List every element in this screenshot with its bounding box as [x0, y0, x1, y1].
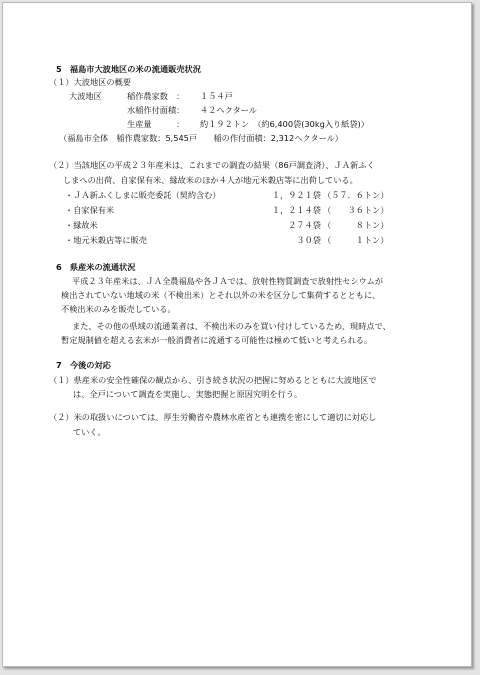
- section-6-para1-line3: 不検出米のみを販売している。: [61, 304, 176, 314]
- planted-value: ４２ヘクタール: [200, 105, 257, 115]
- section-6-para2-line1: また、その他の県域の流通業者は、不検出米のみを買い付けしているため、現時点で、: [72, 321, 391, 331]
- list-item-bags: １，２１４袋: [271, 205, 321, 215]
- area-label: 大波地区: [69, 91, 102, 101]
- list-item-tons: （ １トン）: [323, 235, 389, 245]
- section-6-title: 6 県産米の流通状況: [56, 262, 136, 272]
- list-item-bags: ３０袋: [296, 235, 321, 245]
- list-item-label: ・地元米穀店等に販売: [65, 235, 147, 245]
- list-item-label: ・縁故米: [65, 220, 98, 230]
- production-value: 約１９２トン （約6,400袋(30kg入り紙袋)）: [200, 119, 369, 129]
- section-7-item2-line2: ていく。: [73, 427, 106, 437]
- document-page: [2, 2, 472, 667]
- list-item-label: ・ＪＡ新ふくしまに販売委託（契約含む）: [65, 190, 221, 200]
- section-5-sub2-line2: しまへの出荷、自家保有米、縁故米のほか４人が地元米穀店等に出荷している。: [63, 175, 358, 185]
- list-item-tons: （ ３６トン）: [323, 205, 389, 215]
- section-7-item1-line1: （１）県産米の安全性確保の観点から、引き続き状況の把握に努めるとともに大波地区で: [49, 375, 377, 385]
- farm-label: 稲作農家数 ：: [127, 91, 185, 101]
- list-item-label: ・自家保有米: [65, 205, 115, 215]
- section-5-title: 5 福島市大波地区の米の流通販売状況: [56, 64, 201, 74]
- section-6-para1-line2: 検出されていない地域の米（不検出米）とそれ以外の米を区分して集荷するとともに、: [61, 290, 381, 300]
- city-summary: （福島市全体 稲作農家数：5,545戸 稲の作付面積：2,312ヘクタール）: [59, 133, 343, 143]
- list-item-tons: （ ８トン）: [323, 220, 389, 230]
- list-item-tons: （５７．６トン）: [323, 190, 389, 200]
- section-5-sub1: （１）大波地区の概要: [49, 77, 131, 87]
- list-item-bags: ２７４袋: [288, 220, 321, 230]
- section-6-para1-line1: 平成２３年産米は、ＪＡ全農福島や各ＪＡでは、放射性物質調査で放射性セシウムが: [72, 276, 384, 286]
- section-7-item1-line2: は、全戸について調査を実施し、実態把握と原因究明を行う。: [73, 389, 303, 399]
- list-item-bags: １，９２１袋: [271, 190, 321, 200]
- section-5-sub2-line1: （２）当該地区の平成２３年産米は、これまでの調査の結果（86戸調査済）、ＪＡ新ふく: [49, 160, 375, 170]
- section-6-para2-line2: 暫定規制値を超える玄米が一般消費者に流通する可能性は極めて低いと考えられる。: [61, 335, 373, 345]
- section-7-item2-line1: （２）米の取扱いについては、厚生労働省や農林水産省とも連携を密にして適切に対応し: [49, 412, 377, 422]
- section-7-title: 7 今後の対応: [56, 360, 111, 370]
- production-label: 生産量 ：: [127, 119, 185, 129]
- farm-value: １５４戸: [200, 91, 233, 101]
- planted-label: 水稲作付面積：: [127, 105, 185, 115]
